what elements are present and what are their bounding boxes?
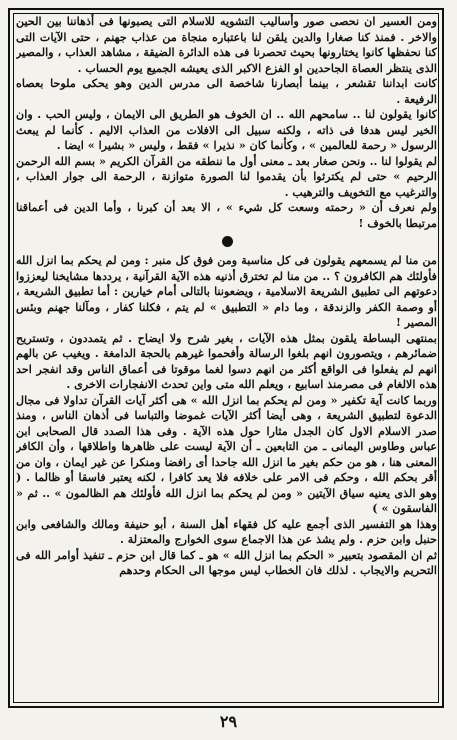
paragraph: وربما كانت آية تكفير « ومن لم يحكم بما انزل الله » هى أكثر آيات القرآن تداولا فى مجال الدعوة لتطبيق الشريعة ، وهى أيضا أكثر الآيات غموضا والتباسا فى أذهان الناس ، ومنذ صدر الاسلام الاول كان الجدل مثارا حول هذه الآية . وفى هذا الصدد قال الصحابى ابن عباس وطاوس اليمانى ـ من التابعين ـ أن الآية ليست على ظاهرها واطلاقها ، وأن الكافر المعنى هنا ، هو من حكم بغير ما انزل الله جاحدا أى رافضا ومنكرا عن غير ايمان ، وان من أقر بحكم الله ، وحكم فى الامر على خلافه فلا يعد كافرا ، لكنه يعتبر فاسقا أو ظالما . ( وهو الذى يعنيه سياق الآيتين « ومن لم يحكم بما انزل الله فأولئك هم الظالمون » .. ثم « الفاسقون » ): [16, 392, 437, 515]
bullet-dot-icon: [222, 236, 233, 247]
page-number: ٢٩: [219, 712, 238, 731]
paragraph: بمنتهى البساطة يلقون بمثل هذه الآيات ، بغير شرح ولا ايضاح . ثم يتمددون ، وتستريح ضمائرهم ، ويتصورون انهم بلغوا الرسالة وأفحموا غيرهم بالحجة الدامغة . ويغيب عن بالهم انهم لم يفعلوا فى الواقع أكثر من انهم دسوا لغما موقوتا فى أعماق الناس وقد انفجر احد هذه الالغام فى مصرمنذ اسابيع ، ويعلم الله متى واين تحدث الانفجارات الاخرى .: [16, 330, 437, 391]
page-text: [16, 14, 437, 700]
paragraph: وهذا هو التفسير الذى أجمع عليه كل فقهاء أهل السنة ، أبو حنيفة ومالك والشافعى وابن حنبل وابن حزم . ولم يشذ عن هذا الاجماع سوى الخوارج والمعتزلة .: [16, 516, 437, 546]
paragraph: من منا لم يسمعهم يقولون فى كل مناسبة ومن فوق كل منبر : ومن لم يحكم بما انزل الله فأولئك هم الكافرون ؟ .. من منا لم تخترق أذنيه هذه الآية القرآنية ، يرددها مشايخنا ليعززوا دعوتهم الى تطبيق الشريعة الاسلامية ، ويضعوننا بالتالى أمام خيارين : أما تطبيق الشريعة ، أو وصمة الكفر والزندقة ، وما دام « التطبيق » لم يتم ، فكلنا كفار ، ومآلنا جهنم وبئس المصير !: [16, 253, 437, 329]
paragraph: كانت ابداننا تقشعر ، بينما أبصارنا شاخصة الى مدرس الدين وهو يحكى ملوحا بعصاه الرفيعة .: [16, 76, 437, 106]
section-separator: [16, 231, 437, 253]
paragraph: ولم نعرف أن « رحمته وسعت كل شيء » ، الا بعد أن كبرنا ، وأما الدين فى أعماقنا مرتبطا بالخوف !: [16, 200, 437, 230]
paragraph: ثم ان المقصود بتعبير « الحكم بما انزل الله » هو ـ كما قال ابن حزم ـ تنفيذ أوامر الله فى التحريم والايجاب . لذلك فان الخطاب ليس موجها الى الحكام وحدهم: [16, 547, 437, 577]
paragraph: ومن العسير ان نحصى صور وأساليب التشويه للاسلام التى يصبونها فى أذهاننا بين الحين والاخر . فمنذ كنا صغارا والدين يلقن لنا باعتباره منجاة من عذاب جهنم ، حتى الآيات التى كنا نحفظها كانوا يختارونها بحيث تحصرنا فى هذه الدائرة الضيقة ، مشاهد العذاب ، والمصير الذى ينتظر العصاة الجاحدين او الفزع الاكبر الذى يعيشه الجميع يوم الحساب .: [16, 14, 437, 75]
paragraph: كانوا يقولون لنا .. سامحهم الله .. ان الخوف هو الطريق الى الايمان ، وليس الحب . وان الخير ليس هدفا فى ذاته ، ولكنه سبيل الى الافلات من العذاب الاليم . كأنما لم يبعث الرسول « رحمة للعالمين » ، وكأنما كان « نذيرا » فقط ، وليس « بشيرا » ايضا .: [16, 107, 437, 152]
paragraph: لم يقولوا لنا .. ونحن صغار بعد ـ معنى أول ما ننطقه من القرآن الكريم « بسم الله الرحمن الرحيم » حتى لم يكترثوا بأن يقدموا لنا الصورة متوازنة ، الرحمة الى جوار العذاب ، والترغيب مع التخويف والترهيب .: [16, 153, 437, 199]
